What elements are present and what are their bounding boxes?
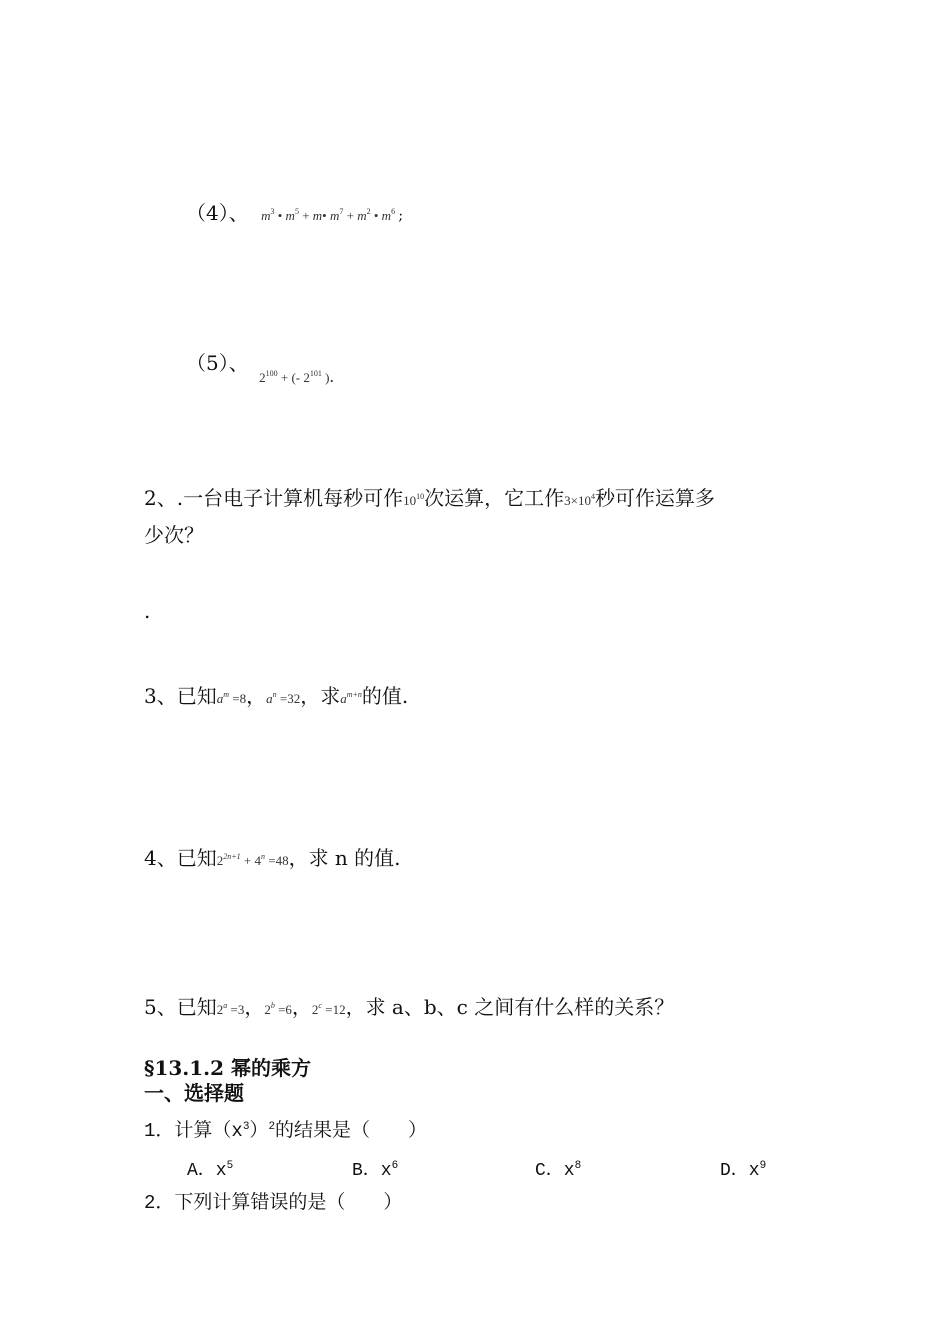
math-2-pow-a: 2$^a$ =3 xyxy=(216,1001,245,1017)
question-2-line-2: 少次？ xyxy=(144,523,204,547)
semicolon: ; xyxy=(398,208,404,224)
part-label: （4）、 xyxy=(186,201,249,225)
option-a[interactable]: A．$x^5$ xyxy=(187,1160,234,1181)
question-3: 3、已知$a^m =8$，$a^n =32$，求$a^{m+n}$的值. xyxy=(144,684,409,708)
math-3x10-pow-4: $3\times 10^4$ xyxy=(564,492,595,508)
math-10-pow-10: $10^{10}$ xyxy=(403,492,425,508)
stray-dot: . xyxy=(144,599,151,623)
math-equation: $2^{2n+1} + 4^n =48$ xyxy=(216,852,289,868)
choice-question-2: 2．下列计算错误的是（ ） xyxy=(144,1192,403,1214)
question-1-part-5 xyxy=(186,350,334,386)
part-label: （5）、 xyxy=(186,351,249,375)
math-expression: 2100 + (- 2101 ). xyxy=(259,366,334,386)
math-expression: $m^3$ • $m^5$ + m• $m^7 + m^2$ • $m^6$ xyxy=(261,207,396,223)
math-2-pow-b: 2$^b$ =6 xyxy=(264,1001,292,1017)
option-b[interactable]: B．$x^6$ xyxy=(352,1160,399,1181)
part-heading: 一、选择题 xyxy=(144,1081,244,1105)
math-a-pow-m: $a^m =8$ xyxy=(216,690,247,706)
question-5: 5、已知2$^a$ =3，2$^b$ =6，2$^c$ =12，求 a、b、c 之间有什么样的关系？ xyxy=(144,995,675,1019)
question-1-part-4 xyxy=(186,200,403,229)
question-4: 4、已知$2^{2n+1} + 4^n =48$，求 n 的值. xyxy=(144,846,401,870)
section-title: §13.1.2 幂的乘方 xyxy=(144,1056,312,1080)
question-2: 2、.一台电子计算机每秒可作$10^{10}$次运算，它工作$3\times 10^4$秒可作运算多 xyxy=(144,486,715,510)
math-2-pow-c: 2$^c$ =12 xyxy=(311,1001,346,1017)
option-c[interactable]: C．$x^8$ xyxy=(535,1160,582,1181)
math-a-pow-m-plus-n: $a^{m+n}$ xyxy=(340,690,362,706)
option-d[interactable]: D．$x^9$ xyxy=(720,1160,767,1181)
choice-question-1: 1．计算$(x^3)^2$的结果是（ ） xyxy=(144,1120,428,1142)
math-a-pow-n: $a^n =32$ xyxy=(266,690,301,706)
